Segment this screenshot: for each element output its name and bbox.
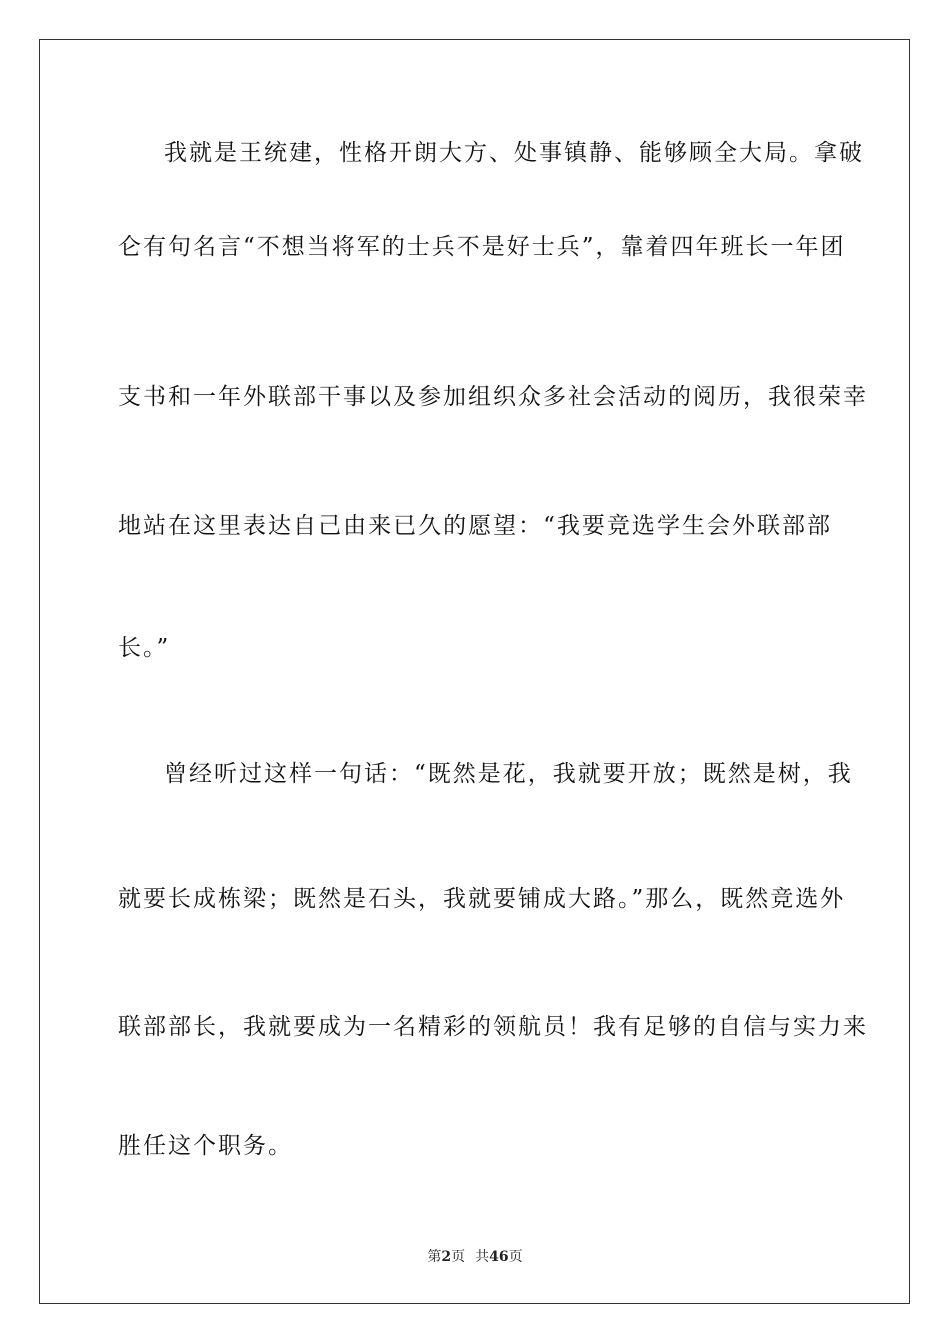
- text-line: 我就是王统建，性格开朗大方、处事镇静、能够顾全大局。拿破: [164, 140, 864, 166]
- text-line: 长。”: [118, 635, 171, 661]
- page-prefix: 第: [427, 1249, 442, 1265]
- text-line: 曾经听过这样一句话：“既然是花，我就要开放；既然是树，我: [164, 761, 853, 787]
- text-line: 就要长成栋梁；既然是石头，我就要铺成大路。”那么，既然竞选外: [118, 886, 846, 912]
- total-prefix: 共: [475, 1249, 490, 1265]
- text-line: 仑有句名言“不想当将军的士兵不是好士兵”，靠着四年班长一年团: [118, 234, 846, 260]
- text-line: 胜任这个职务。: [118, 1133, 293, 1159]
- text-line: 支书和一年外联部干事以及参加组织众多社会活动的阅历，我很荣幸: [118, 384, 868, 410]
- page-border: [39, 39, 910, 1304]
- page-footer: [0, 1247, 950, 1267]
- page-suffix: 页: [451, 1249, 466, 1265]
- text-line: 联部部长，我就要成为一名精彩的领航员！我有足够的自信与实力来: [118, 1014, 868, 1040]
- page-number: 2: [441, 1249, 452, 1265]
- total-suffix: 页: [508, 1249, 523, 1265]
- text-line: 地站在这里表达自己由来已久的愿望：“我要竞选学生会外联部部: [118, 513, 832, 539]
- total-pages: 46: [489, 1249, 509, 1265]
